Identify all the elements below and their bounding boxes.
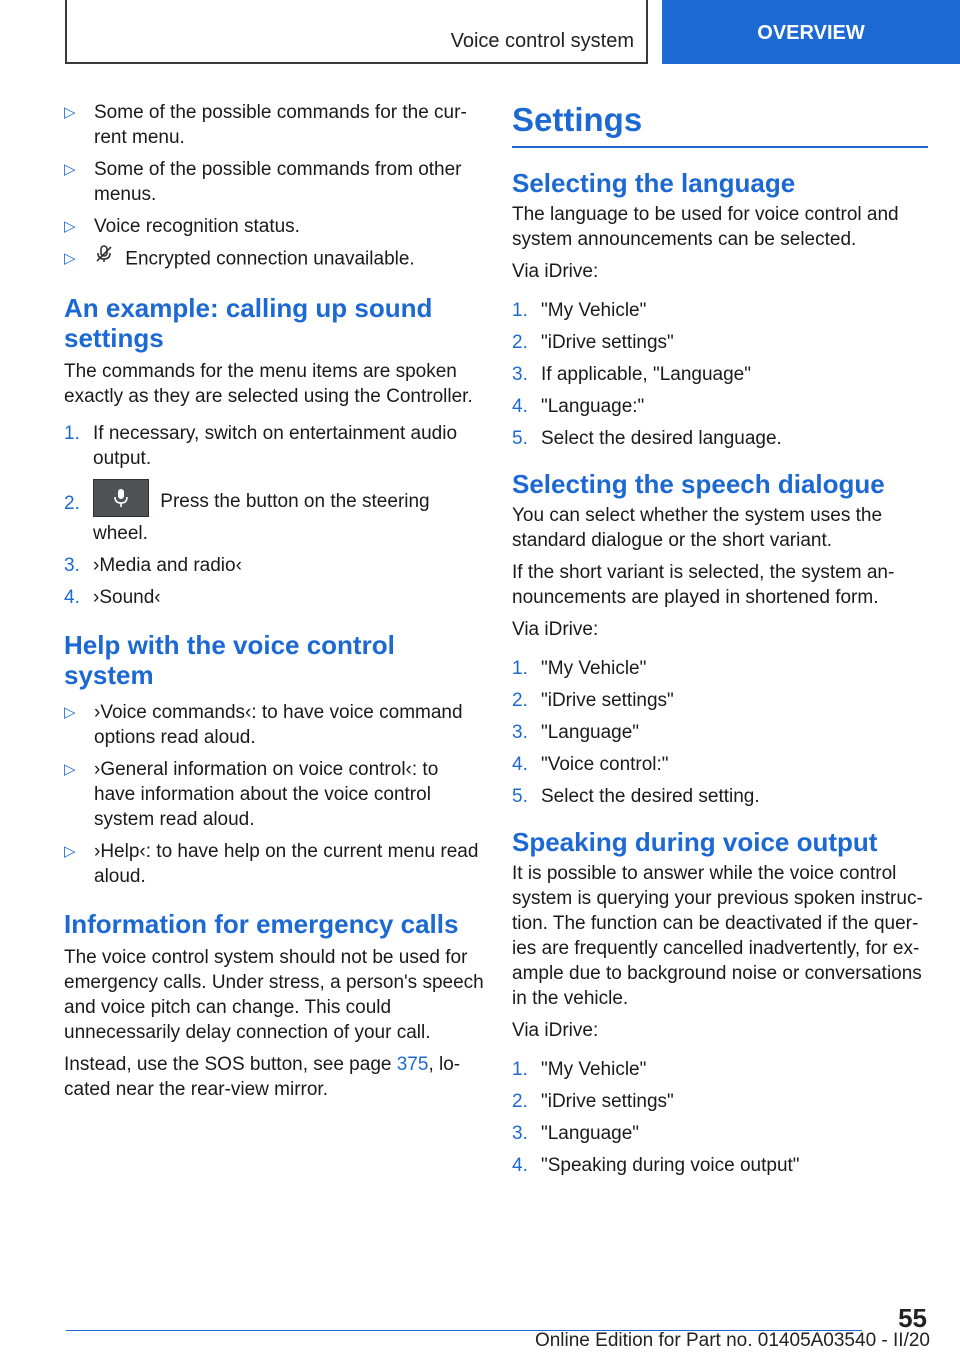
step-number: 4. [512,1155,528,1176]
step-number: 3. [512,722,528,743]
step-number: 2. [64,493,80,514]
section-heading: An example: calling up sound settings [64,293,433,353]
sos-text-before: Instead, use the SOS button, see page [64,1054,397,1075]
paragraph: The voice control system should not be used for emergency calls. Under stress, a person's speech and voice pitch can change. This could unnecessarily delay connection of your call. [64,947,484,1043]
header-section-box [65,0,648,64]
step-item [512,1153,932,1178]
list-item-text: ›General information on voice control‹: to have information about the voice control system read aloud. [94,759,439,830]
step-item [64,585,484,610]
list-item [64,157,484,207]
step-text: "My Vehicle" [541,1059,647,1080]
step-item [64,553,484,578]
step-number: 2. [512,1091,528,1112]
step-item [512,720,932,745]
step-text: Press the button on the steering wheel. [93,491,430,544]
paragraph: Via iDrive: [512,619,599,640]
bullet-marker: ▷ [64,761,76,778]
step-text: "My Vehicle" [541,300,647,321]
left-column [64,100,484,1109]
step-number: 1. [512,300,528,321]
bullet-marker: ▷ [64,843,76,860]
bullet-marker: ▷ [64,250,76,267]
list-item [64,757,484,832]
step-item [512,362,932,387]
step-text: "iDrive settings" [541,1091,674,1112]
crossed-microphone-icon [94,244,114,271]
paragraph: Via iDrive: [512,261,599,282]
step-item [512,426,932,451]
paragraph: The language to be used for voice control and system announcements can be selected. [512,204,899,250]
title-rule [512,146,928,148]
step-number: 3. [512,364,528,385]
step-item [512,1121,932,1146]
bullet-marker: ▷ [64,704,76,721]
section-heading: Information for emergency calls [64,909,459,939]
section-heading: Help with the voice control system [64,630,395,690]
step-text: If applicable, "Language" [541,364,751,385]
step-item [512,656,932,681]
list-item [64,839,484,889]
step-number: 4. [512,754,528,775]
section-heading: Selecting the speech dialogue [512,469,885,499]
step-item [64,421,484,471]
step-number: 1. [64,423,80,444]
step-number: 3. [64,555,80,576]
bullet-marker: ▷ [64,218,76,235]
step-text: "My Vehicle" [541,658,647,679]
step-number: 4. [64,587,80,608]
list-item-text: Voice recognition status. [94,216,300,237]
step-item [512,688,932,713]
step-number: 1. [512,658,528,679]
step-item [512,298,932,323]
list-item [64,214,484,239]
list-item [64,700,484,750]
page-reference-link[interactable]: 375 [396,1054,429,1075]
section-heading: Speaking during voice output [512,827,878,857]
step-item [64,483,484,546]
step-text: "Language" [541,722,640,743]
step-text: "Language:" [541,396,645,417]
step-text: "Language" [541,1123,640,1144]
list-item-text: Some of the possible commands for the cur-rent menu. [94,102,467,148]
step-number: 5. [512,786,528,807]
step-text: "Voice control:" [541,754,669,775]
step-item [512,784,932,809]
paragraph: The commands for the menu items are spoken exactly as they are selected using the Controller. [64,361,473,407]
paragraph: You can select whether the system uses the standard dialogue or the short variant. [512,505,883,551]
right-column [512,100,932,1185]
step-item [512,1057,932,1082]
list-item [64,246,484,273]
paragraph [64,1052,484,1102]
step-number: 3. [512,1123,528,1144]
step-item [512,1089,932,1114]
microphone-button-icon [93,479,149,517]
step-number: 2. [512,690,528,711]
paragraph: It is possible to answer while the voice control system is querying your previous spoken instruc-tion. The function can be deactivated if the quer-ies are frequently cancelled inadvertently, for ex-ample due to background noise or conversations in the vehicle. [512,863,923,1009]
footer-edition: Online Edition for Part no. 01405A03540 - II/20 [534,1330,930,1351]
step-number: 4. [512,396,528,417]
list-item-text: ›Help‹: to have help on the current menu read aloud. [94,841,479,887]
step-item [512,330,932,355]
paragraph: Via iDrive: [512,1020,599,1041]
list-item-text: Some of the possible commands from other menus. [94,159,462,205]
step-number: 5. [512,428,528,449]
step-number: 2. [512,332,528,353]
page-title: Settings [512,101,643,138]
chapter-tab: OVERVIEW [662,0,960,64]
step-text: ›Media and radio‹ [93,555,242,576]
step-text: "iDrive settings" [541,332,674,353]
step-text: "iDrive settings" [541,690,674,711]
step-number: 1. [512,1059,528,1080]
bullet-marker: ▷ [64,161,76,178]
page-number: 55 [898,1303,927,1333]
step-item [512,752,932,777]
list-item-text: Encrypted connection unavailable. [125,248,415,270]
step-text: Select the desired language. [541,428,782,449]
list-item-text: ›Voice commands‹: to have voice command options read aloud. [94,702,463,748]
step-text: ›Sound‹ [93,587,161,608]
step-item [512,394,932,419]
sos-text-after: , lo-cated near the rear-view mirror. [64,1054,461,1100]
list-item [64,100,484,150]
section-heading: Selecting the language [512,168,796,198]
step-text: Select the desired setting. [541,786,760,807]
step-text: If necessary, switch on entertainment audio output. [93,423,458,469]
paragraph: If the short variant is selected, the system an-nouncements are played in shortened form. [512,562,895,608]
section-title: Voice control system [450,30,634,52]
bullet-marker: ▷ [64,104,76,121]
step-text: "Speaking during voice output" [541,1155,800,1176]
